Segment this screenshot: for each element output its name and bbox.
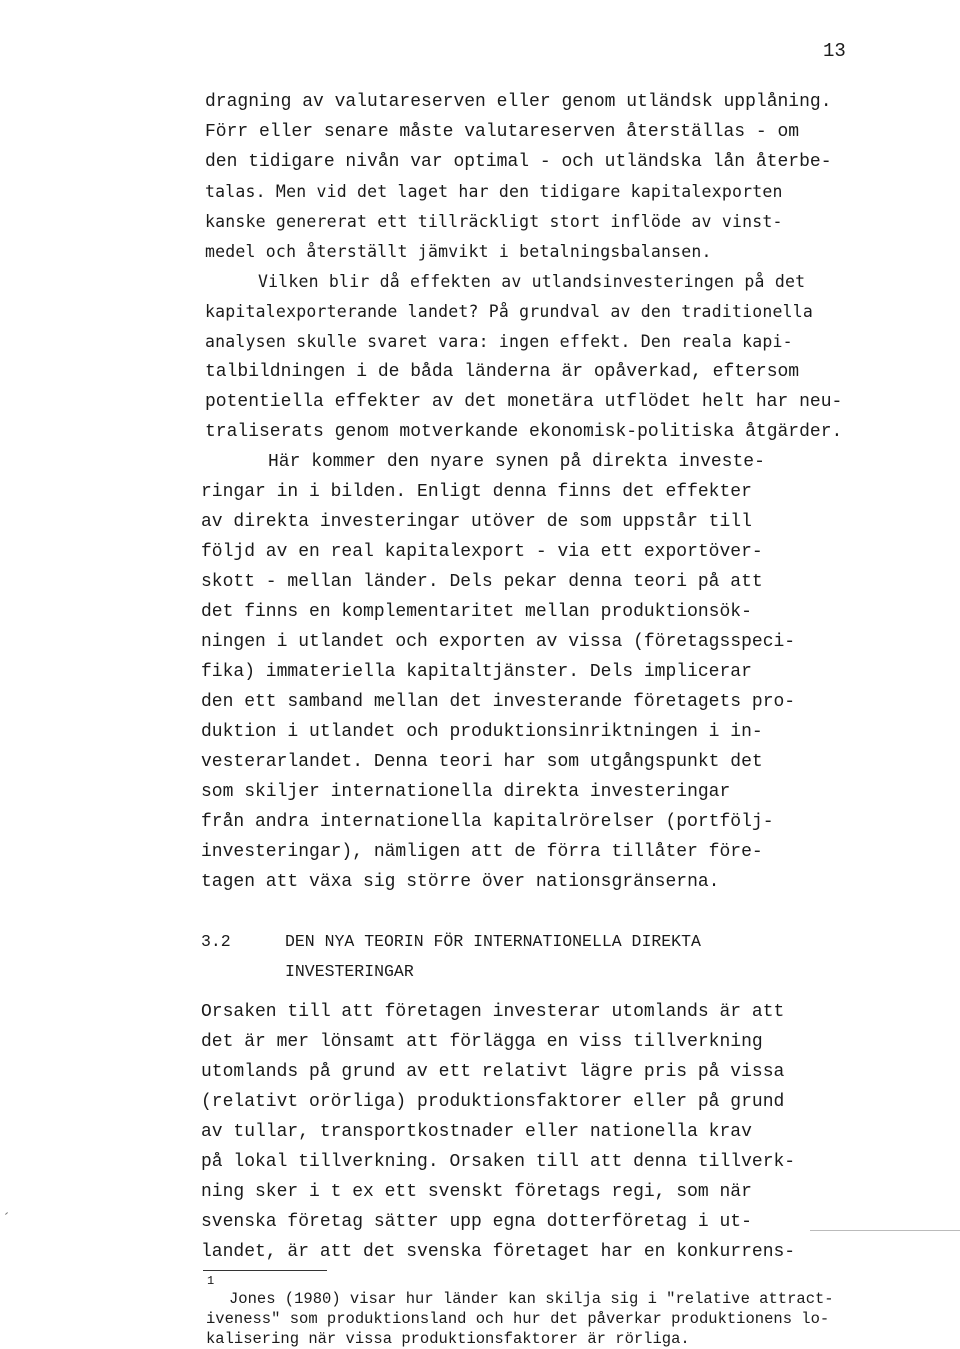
- scan-speck: [5, 1212, 8, 1215]
- body-line: kapitalexporterande landet? På grundval av den traditionella: [205, 302, 814, 321]
- section-line: på lokal tillverkning. Orsaken till att denna tillverk-: [201, 1152, 796, 1172]
- section-number: 3.2: [201, 932, 231, 951]
- body-line: den tidigare nivån var optimal - och utländska lån återbe-: [205, 152, 832, 172]
- body-line: fika) immateriella kapitaltjänster. Dels implicerar: [201, 662, 752, 682]
- body-line: ringar in i bilden. Enligt denna finns det effekter: [201, 482, 752, 502]
- section-line: svenska företag sätter upp egna dotterföretag i ut-: [201, 1212, 752, 1232]
- section-title: DEN NYA TEORIN FÖR INTERNATIONELLA DIREKTA: [285, 932, 701, 951]
- footnote-line: iveness" som produktionsland och hur det påverkar produktionens lo-: [206, 1310, 830, 1328]
- section-line: Orsaken till att företagen investerar utomlands är att: [201, 1002, 785, 1022]
- body-line: av direkta investeringar utöver de som uppstår till: [201, 512, 752, 532]
- body-line: investeringar), nämligen att de förra tillåter före-: [201, 842, 763, 862]
- footnote-line: Jones (1980) visar hur länder kan skilja sig i "relative attract-: [229, 1290, 834, 1308]
- body-line: som skiljer internationella direkta investeringar: [201, 782, 731, 802]
- section-line: utomlands på grund av ett relativt lägre pris på vissa: [201, 1062, 785, 1082]
- body-line: traliserats genom motverkande ekonomisk-politiska åtgärder.: [205, 422, 843, 442]
- body-line: det finns en komplementaritet mellan produktionsök-: [201, 602, 752, 622]
- body-line: Vilken blir då effekten av utlandsinvesteringen på det: [258, 272, 806, 291]
- footnote-marker: 1: [207, 1274, 215, 1288]
- body-line: analysen skulle svaret vara: ingen effekt. Den reala kapi-: [205, 332, 793, 351]
- body-line: talbildningen i de båda länderna är opåverkad, eftersom: [205, 362, 800, 382]
- body-line: Här kommer den nyare synen på direkta investe-: [268, 452, 765, 472]
- body-line: kanske genererat ett tillräckligt stort inflöde av vinst-: [205, 212, 783, 231]
- body-line: skott - mellan länder. Dels pekar denna teori på att: [201, 572, 763, 592]
- body-line: potentiella effekter av det monetära utflödet helt har neu-: [205, 392, 843, 412]
- body-line: Förr eller senare måste valutareserven återställas - om: [205, 122, 800, 142]
- body-line: från andra internationella kapitalrörelser (portfölj-: [201, 812, 774, 832]
- body-line: ningen i utlandet och exporten av vissa (företagsspeci-: [201, 632, 796, 652]
- section-line: (relativt orörliga) produktionsfaktorer eller på grund: [201, 1092, 785, 1112]
- page-number: 13: [823, 40, 846, 62]
- body-line: den ett samband mellan det investerande företagets pro-: [201, 692, 796, 712]
- body-line: tagen att växa sig större över nationsgränserna.: [201, 872, 720, 892]
- body-line: duktion i utlandet och produktionsinriktningen i in-: [201, 722, 763, 742]
- footnote-rule: [203, 1270, 327, 1271]
- body-line: talas. Men vid det laget har den tidigare kapitalexporten: [205, 182, 783, 201]
- section-line: det är mer lönsamt att förlägga en viss tillverkning: [201, 1032, 763, 1052]
- body-line: följd av en real kapitalexport - via ett exportöver-: [201, 542, 763, 562]
- body-line: vesterarlandet. Denna teori har som utgångspunkt det: [201, 752, 763, 772]
- body-line: medel och återställt jämvikt i betalningsbalansen.: [205, 242, 712, 261]
- section-line: av tullar, transportkostnader eller nationella krav: [201, 1122, 752, 1142]
- section-line: landet, är att det svenska företaget har en konkurrens-: [201, 1242, 796, 1262]
- body-line: dragning av valutareserven eller genom utländsk upplåning.: [205, 92, 832, 112]
- section-title-continued: INVESTERINGAR: [285, 962, 414, 981]
- section-line: ning sker i t ex ett svenskt företags regi, som när: [201, 1182, 752, 1202]
- footnote-line: kalisering när vissa produktionsfaktorer är rörliga.: [206, 1330, 690, 1348]
- scan-rule: [810, 1230, 960, 1231]
